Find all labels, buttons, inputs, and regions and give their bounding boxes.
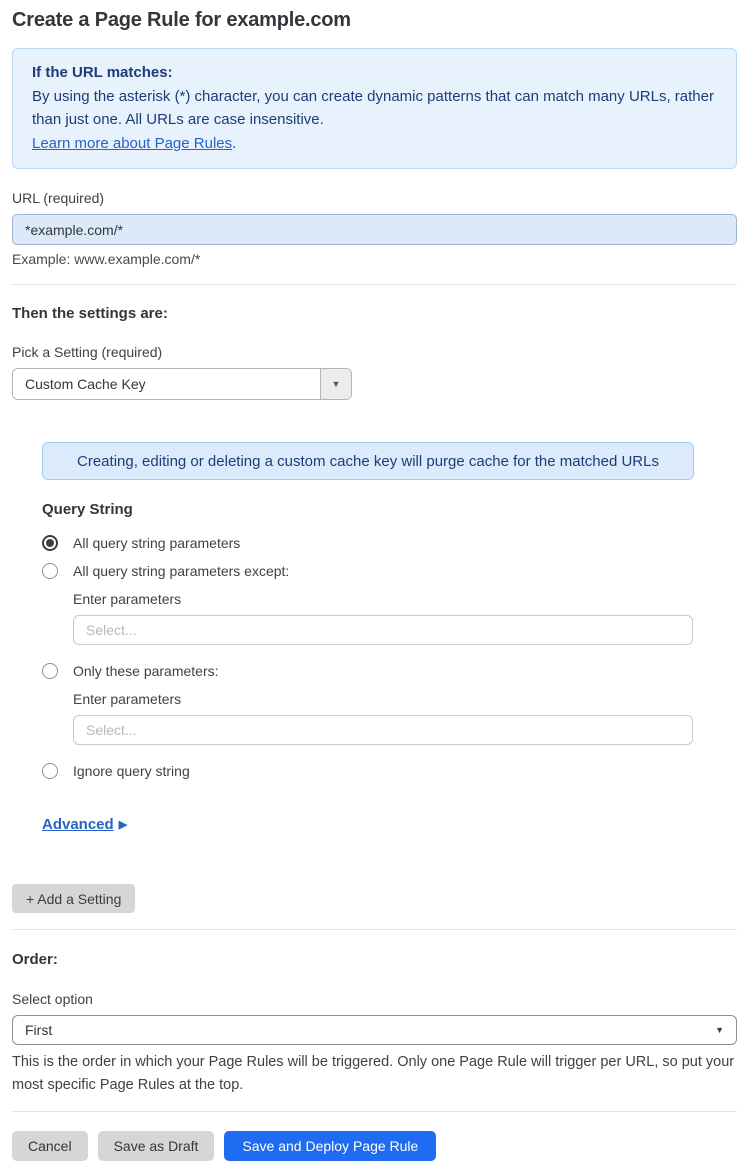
only-params-input[interactable]	[73, 715, 693, 745]
learn-more-link[interactable]: Learn more about Page Rules	[32, 134, 233, 152]
url-match-info-box	[12, 48, 737, 169]
query-string-section	[42, 501, 737, 834]
arrow-right-icon: ▶	[118, 819, 128, 831]
url-example-hint: Example: www.example.com/*	[12, 251, 201, 267]
radio-label[interactable]: All query string parameters except:	[73, 563, 290, 579]
url-input[interactable]	[12, 214, 737, 245]
radio-button-icon[interactable]	[42, 663, 58, 679]
enter-parameters-label: Enter parameters	[73, 691, 182, 707]
radio-button-icon[interactable]	[42, 563, 58, 579]
chevron-down-icon: ▼	[320, 369, 351, 399]
radio-option-all-params[interactable]	[42, 535, 737, 551]
radio-option-only-these[interactable]	[42, 663, 737, 679]
only-params-field	[73, 691, 737, 745]
order-select-label: Select option	[12, 991, 93, 1007]
advanced-link[interactable]	[42, 816, 127, 833]
save-and-deploy-button[interactable]: Save and Deploy Page Rule	[224, 1131, 436, 1161]
footer-actions	[12, 1131, 737, 1161]
radio-option-ignore-qs[interactable]	[42, 763, 737, 779]
order-heading: Order:	[12, 951, 58, 968]
radio-label[interactable]: All query string parameters	[73, 535, 241, 551]
order-help-text: This is the order in which your Page Rules will be triggered. Only one Page Rule will trigger per URL, so put your most specific Page Rules at the top.	[12, 1054, 735, 1093]
setting-dropdown-value: Custom Cache Key	[25, 376, 146, 392]
cancel-button[interactable]: Cancel	[12, 1131, 88, 1161]
cache-purge-banner: Creating, editing or deleting a custom cache key will purge cache for the matched URLs	[42, 442, 694, 480]
enter-parameters-label: Enter parameters	[73, 591, 182, 607]
link-suffix: .	[232, 134, 237, 152]
settings-heading: Then the settings are:	[12, 305, 168, 322]
info-box-body: By using the asterisk (*) character, you can create dynamic patterns that can match many URLs, rather than just one. All URLs are case insensitive.	[32, 87, 714, 128]
divider	[12, 929, 737, 930]
order-dropdown-value: First	[25, 1022, 53, 1038]
save-as-draft-button[interactable]: Save as Draft	[98, 1131, 215, 1161]
radio-button-icon[interactable]	[42, 763, 58, 779]
setting-dropdown[interactable]	[12, 368, 352, 400]
order-dropdown[interactable]	[12, 1015, 737, 1045]
except-params-input[interactable]	[73, 615, 693, 645]
page-title: Create a Page Rule for example.com	[12, 9, 351, 31]
info-box-heading: If the URL matches:	[32, 64, 173, 81]
chevron-down-icon: ▼	[715, 1025, 724, 1035]
divider	[12, 284, 737, 285]
radio-button-icon[interactable]	[42, 535, 58, 551]
radio-option-all-except[interactable]	[42, 563, 737, 579]
except-params-field	[73, 591, 737, 645]
pick-setting-label: Pick a Setting (required)	[12, 344, 163, 360]
divider	[12, 1111, 737, 1112]
advanced-link-label: Advanced	[42, 816, 114, 833]
url-label: URL (required)	[12, 190, 105, 206]
query-string-heading: Query String	[42, 501, 133, 518]
info-box-link-row	[32, 132, 717, 156]
add-setting-button[interactable]: + Add a Setting	[12, 884, 135, 913]
radio-label[interactable]: Only these parameters:	[73, 663, 219, 679]
radio-label[interactable]: Ignore query string	[73, 763, 190, 779]
